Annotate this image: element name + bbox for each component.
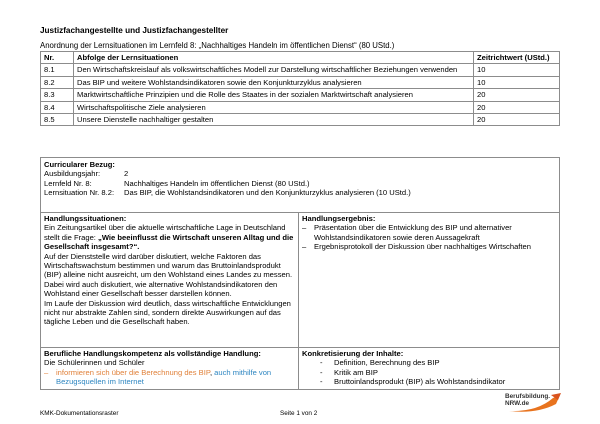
table-row <box>41 64 560 76</box>
cell-nr: 8.2 <box>41 76 74 88</box>
cell-text: Marktwirtschaftliche Prinzipien und die Rolle des Staates in der sozialen Marktwirtschaft analysieren <box>74 89 474 101</box>
cell-hours: 20 <box>474 89 560 101</box>
cell-nr: 8.3 <box>41 89 74 101</box>
cell-nr: 8.1 <box>41 64 74 76</box>
col-header-abfolge: Abfolge der Lernsituationen <box>74 52 474 64</box>
contents-heading: Konkretisierung der Inhalte: <box>302 349 404 358</box>
curricular-row <box>44 188 556 197</box>
table-row <box>41 114 560 126</box>
table-header-row <box>41 52 560 64</box>
cell-hours: 20 <box>474 101 560 113</box>
contents-item <box>302 368 556 377</box>
contents-cell <box>299 348 559 389</box>
curricular-key: Lernsituation Nr. 8.2: <box>44 188 115 198</box>
col-header-zeit: Zeitrichtwert (UStd.) <box>474 52 560 64</box>
hyphen-bullet-icon: - <box>320 358 323 368</box>
page-number: Seite 1 von 2 <box>280 410 318 417</box>
dash-bullet-icon: – <box>44 367 49 377</box>
details-grid <box>40 212 560 390</box>
document-title: Justizfachangestellte und Justizfachangestellter <box>40 26 229 35</box>
table-caption: Anordnung der Lernsituationen im Lernfeld 8: „Nachhaltiges Handeln im öffentlichen Dienst“ (80 UStd.) <box>40 41 395 50</box>
competence-intro: Die Schülerinnen und Schüler <box>44 358 145 368</box>
cell-hours: 10 <box>474 64 560 76</box>
result-item-text: Präsentation über die Entwicklung des BIP und alternativer Wohlstandsindikatoren sowie deren Aussagekraft <box>314 223 512 242</box>
result-heading: Handlungsergebnis: <box>302 214 376 223</box>
cell-text: Unsere Dienstelle nachhaltiger gestalten <box>74 114 474 126</box>
lernsituationen-table <box>40 51 560 126</box>
competence-item-orange: informieren sich über die Berechnung des BIP <box>56 367 210 377</box>
situation-paragraph-3: Im Laufe der Diskussion wird deutlich, dass wirtschaftliche Entwicklungen nicht nur abstrakte Zahlen sind, sondern direkte Auswirkungen auf das tägliche Leben und die Gesellschaft haben. <box>44 298 291 327</box>
situation-intro: Ein Zeitungsartikel über die aktuelle wirtschaftliche Lage in Deutschland stellt die Frage: <box>44 223 286 242</box>
dash-bullet-icon: – <box>302 223 307 233</box>
situation-heading: Handlungssituationen: <box>44 214 127 223</box>
competence-item-sep: , <box>209 367 215 377</box>
berufsbildung-nrw-logo <box>503 392 563 414</box>
competence-item <box>44 368 295 387</box>
cell-nr: 8.5 <box>41 114 74 126</box>
contents-item-text: Definition, Berechnung des BIP <box>334 358 440 368</box>
result-item-text: Ergebnisprotokoll der Diskussion über nachhaltiges Wirtschaften <box>314 242 531 252</box>
curricular-value: 2 <box>124 169 129 179</box>
dash-bullet-icon: – <box>302 242 307 252</box>
table-row <box>41 89 560 101</box>
curricular-heading: Curricularer Bezug: <box>44 160 115 169</box>
hyphen-bullet-icon: - <box>320 377 323 387</box>
footer-left: KMK-Dokumentationsraster <box>40 410 119 417</box>
result-cell <box>299 213 559 348</box>
table-row <box>41 76 560 88</box>
competence-heading: Berufliche Handlungskompetenz als vollständige Handlung: <box>44 349 261 358</box>
result-item <box>302 223 556 242</box>
cell-hours: 10 <box>474 76 560 88</box>
curricular-key: Lernfeld Nr. 8: <box>44 178 92 188</box>
curricular-value: Das BIP, die Wohlstandsindikatoren und den Konjunkturzyklus analysieren (10 UStd.) <box>124 188 411 198</box>
competence-cell <box>41 348 299 389</box>
cell-text: Das BIP und weitere Wohlstandsindikatoren sowie den Konjunkturzyklus analysieren <box>74 76 474 88</box>
table-row <box>41 101 560 113</box>
cell-nr: 8.4 <box>41 101 74 113</box>
curricular-row <box>44 179 556 188</box>
contents-item-text: Bruttoinlandsprodukt (BIP) als Wohlstandsindikator <box>334 377 506 387</box>
situation-cell <box>41 213 299 348</box>
curricular-value: Nachhaltiges Handeln im öffentlichen Dienst (80 UStd.) <box>124 178 310 188</box>
logo-line-2: NRW.de <box>505 400 530 407</box>
cell-text: Wirtschaftspolitische Ziele analysieren <box>74 101 474 113</box>
competence-item-blue: auch mithilfe von Bezugsquellen im Internet <box>56 367 272 387</box>
logo-swoosh-icon <box>503 392 563 414</box>
curricular-key: Ausbildungsjahr: <box>44 169 101 179</box>
cell-hours: 20 <box>474 114 560 126</box>
situation-paragraph-2: Auf der Dienststelle wird darüber diskutiert, welche Faktoren das Wirtschaftswachstum bestimmen und warum das Bruttoinlandsprodukt (BIP) alleine nicht ausreicht, um den Wohlstand eines Landes zu messen. Dabei wird auch diskutiert, wie alternative Wohlstandsindikatoren den Wohlstand einer Gesellschaft besser darstellen können. <box>44 251 293 299</box>
contents-item <box>302 358 556 367</box>
curricular-row <box>44 169 556 178</box>
col-header-nr: Nr. <box>41 52 74 64</box>
curricular-box <box>40 157 560 213</box>
situation-question: „Wie beeinflusst die Wirtschaft unseren Alltag und die Gesellschaft insgesamt?“. <box>44 232 294 252</box>
result-item <box>302 242 556 251</box>
situation-paragraph-1 <box>44 223 295 251</box>
cell-text: Den Wirtschaftskreislauf als volkswirtschaftliches Modell zur Darstellung wirtschaftlicher Beziehungen verwenden <box>74 64 474 76</box>
hyphen-bullet-icon: - <box>320 367 323 377</box>
logo-line-1: Berufsbildung. <box>505 393 551 400</box>
contents-item <box>302 377 556 386</box>
contents-list <box>302 358 556 386</box>
contents-item-text: Kritik am BIP <box>334 367 378 377</box>
